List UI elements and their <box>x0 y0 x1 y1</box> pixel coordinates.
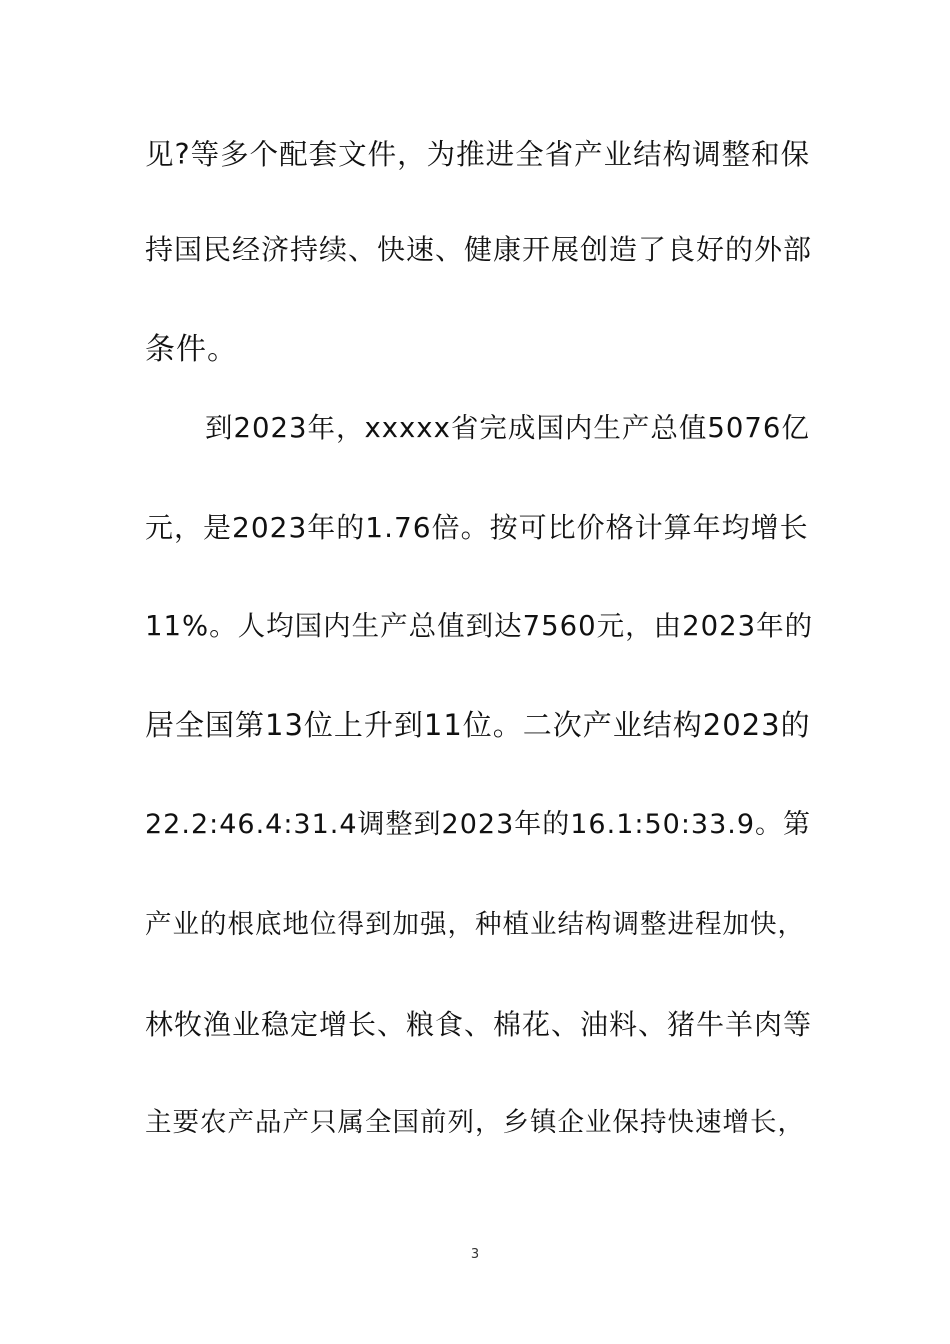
text-line-8: 22.2:46.4:31.4调整到2023年的16.1:50:33.9。第 <box>145 809 812 840</box>
text-line-2: 持国民经济持续、快速、健康开展创造了良好的外部 <box>145 233 813 266</box>
text-line-1: 见?等多个配套文件，为推进全省产业结构调整和保 <box>145 138 811 171</box>
text-line-5: 元，是2023年的1.76倍。按可比价格计算年均增长 <box>145 511 809 544</box>
text-line-6: 11%。人均国内生产总值到达7560元，由2023年的 <box>145 610 814 642</box>
text-line-3: 条件。 <box>145 332 238 367</box>
text-line-10: 林牧渔业稳定增长、粮食、棉花、油料、猪牛羊肉等 <box>145 1008 813 1041</box>
page-number: 3 <box>470 1247 480 1262</box>
text-line-7: 居全国第13位上升到11位。二次产业结构2023的 <box>145 708 811 742</box>
text-line-9: 产业的根底地位得到加强，种植业结构调整进程加快， <box>145 909 805 940</box>
text-line-4: 到2023年，xxxxx省完成国内生产总值5076亿 <box>205 412 810 444</box>
text-line-11: 主要农产品产只属全国前列，乡镇企业保持快速增长， <box>145 1107 805 1138</box>
